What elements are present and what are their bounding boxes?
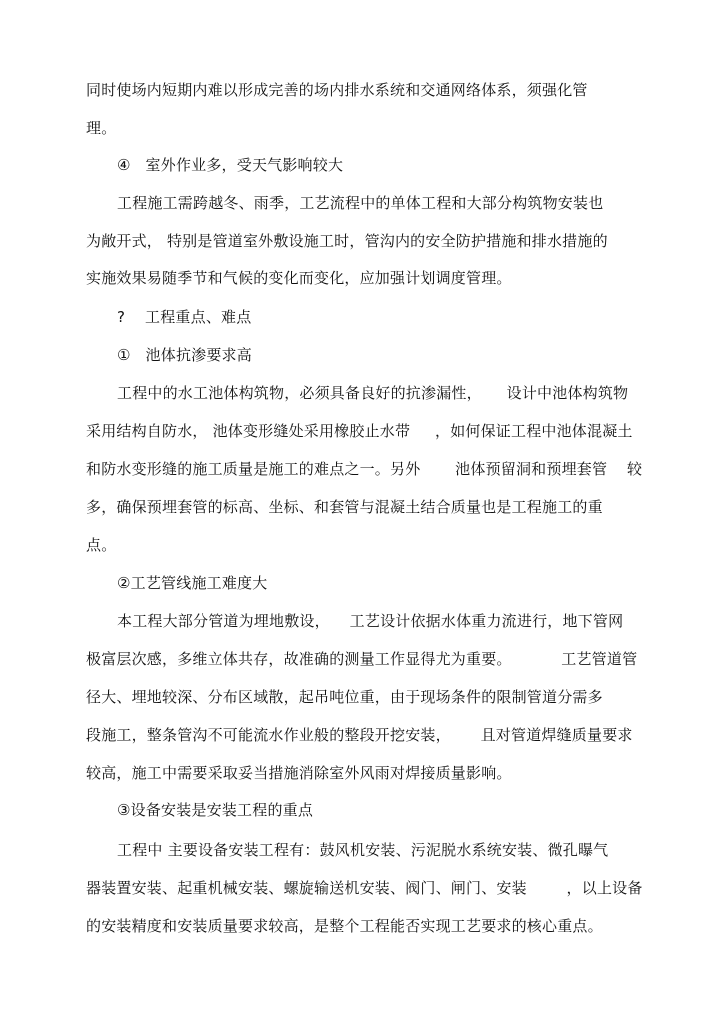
text-line: 为敞开式， 特别是管道室外敷设施工时，管沟内的安全防护措施和排水措施的 — [86, 232, 608, 250]
text-line: 本工程大部分管道为埋地敷设， 工艺设计依据水体重力流进行，地下管网 — [117, 612, 624, 630]
list-heading: ④ 室外作业多，受天气影响较大 — [117, 156, 344, 174]
text-line: 工程施工需跨越冬、雨季，工艺流程中的单体工程和大部分构筑物安装也 — [117, 194, 604, 212]
text-line: 理。 — [86, 119, 117, 137]
text-line: 器装置安装、起重机械安装、螺旋输送机安装、阀门、闸门、安装 ，以上设备 — [86, 879, 643, 897]
text-line: 工程中 主要设备安装工程有：鼓风机安装、污泥脱水系统安装、微孔曝气 — [117, 841, 609, 859]
text-line: 点。 — [86, 536, 117, 554]
text-line: 同时使场内短期内难以形成完善的场内排水系统和交通网络体系，须强化管 — [86, 81, 588, 99]
list-heading: ① 池体抗渗要求高 — [117, 346, 252, 364]
text-line: 段施工，整条管沟不可能流水作业般的整段开挖安装， 且对管道焊缝质量要求 — [86, 726, 633, 744]
text-line: 极富层次感，多维立体共存，故准确的测量工作显得尤为重要。 工艺管道管 — [86, 650, 638, 668]
text-line: 多，确保预埋套管的标高、坐标、和套管与混凝土结合质量也是工程施工的重 — [86, 498, 603, 516]
section-heading: ? 工程重点、难点 — [117, 308, 252, 326]
list-heading: ②工艺管线施工难度大 — [117, 574, 268, 592]
text-line: 径大、埋地较深、分布区域散，起吊吨位重，由于现场条件的限制管道分需多 — [86, 688, 603, 706]
text-line: 的安装精度和安装质量要求较高，是整个工程能否实现工艺要求的核心重点。 — [86, 917, 603, 935]
list-heading: ③设备安装是安装工程的重点 — [117, 801, 314, 819]
text-line: 采用结构自防水， 池体变形缝处采用橡胶止水带 ，如何保证工程中池体混凝土 — [86, 422, 633, 440]
text-line: 工程中的水工池体构筑物，必须具备良好的抗渗漏性， 设计中池体构筑物 — [117, 384, 629, 402]
text-line: 和防水变形缝的施工质量是施工的难点之一。另外 池体预留洞和预埋套管 较 — [86, 460, 643, 478]
text-line: 较高，施工中需要采取妥当措施消除室外风雨对焊接质量影响。 — [86, 764, 512, 782]
text-line: 实施效果易随季节和气候的变化而变化，应加强计划调度管理。 — [86, 269, 512, 287]
